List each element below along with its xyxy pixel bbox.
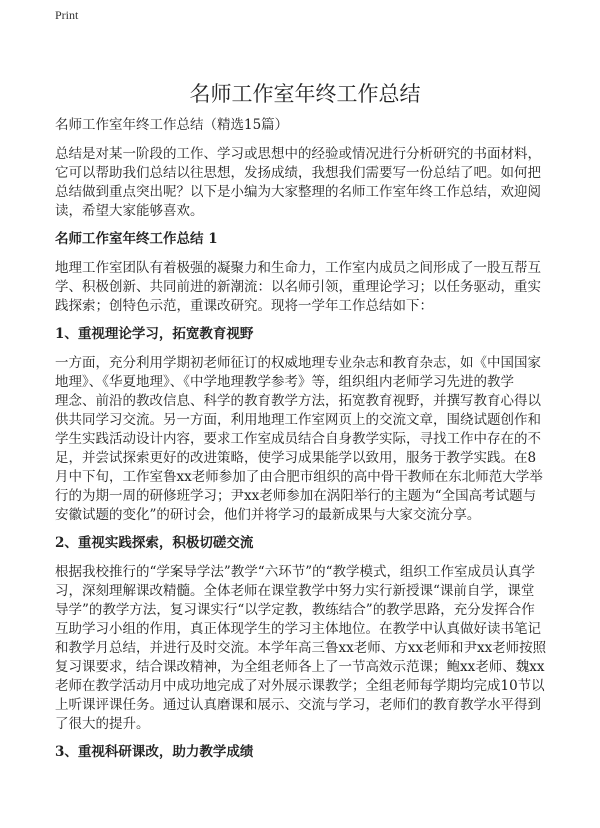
print-link[interactable]: Print [55, 8, 79, 22]
text-line: 互助学习小组的作用，真正体现学生的学习主体地位。在教学中认真做好读书笔记 [55, 621, 541, 637]
text-line: 老师在教学活动月中成功地完成了对外展示课教学；全组老师每学期均完成10节以 [55, 678, 545, 694]
text-line: 践探索；创特色示范，重课改研究。现将一学年工作总结如下： [55, 298, 433, 314]
subheading-3: 3、重视科研课改，助力教学成绩 [55, 744, 254, 760]
text-line: 地理》、《华夏地理》、《中学地理教学参考》等，组织组内老师学习先进的教学 [55, 374, 514, 390]
text-line: 一方面，充分利用学期初老师征订的权威地理专业杂志和教育杂志，如《中国国家 [55, 355, 541, 371]
text-line: 行的为期一周的研修班学习；尹xx老师参加在涡阳举行的主题为“全国高考试题与 [55, 488, 537, 504]
text-line: 足，并尝试探索更好的改进策略，使学习成果能学以致用，服务于教学实践。在8 [55, 450, 537, 466]
text-line: 根据我校推行的“学案导学法”教学“六环节”的“教学模式，组织工作室成员认真学 [55, 564, 536, 580]
page-title: 名师工作室年终工作总结 [189, 82, 421, 106]
subheading-2: 2、重视实践探索，积极切磋交流 [55, 535, 254, 551]
section-heading: 名师工作室年终工作总结 1 [55, 231, 218, 247]
text-line: 安徽试题的变化”的研讨会，他们并将学习的最新成果与大家交流分享。 [55, 507, 481, 523]
text-line: 供共同学习交流。另一方面，利用地理工作室网页上的交流文章，围绕试题创作和 [55, 412, 541, 428]
text-line: 地理工作室团队有着极强的凝聚力和生命力，工作室内成员之间形成了一股互帮互 [55, 260, 541, 276]
text-line: 学生实践活动设计内容，要求工作室成员结合自身教学实际，寻找工作中存在的不 [55, 431, 541, 447]
subheading-1: 1、重视理论学习，拓宽教育视野 [55, 326, 254, 342]
text-line: 理念、前沿的教改信息、科学的教育教学方法，拓宽教育视野，并撰写教育心得以 [55, 393, 541, 409]
text-line: 总结是对某一阶段的工作、学习或思想中的经验或情况进行分析研究的书面材料， [55, 146, 541, 162]
text-line: 月中下旬，工作室鲁xx老师参加了由合肥市组织的高中骨干教师在东北师范大学举 [55, 469, 543, 485]
text-line: 学、积极创新、共同前进的新潮流：以名师引领，重理论学习；以任务驱动，重实 [55, 279, 541, 295]
document-subtitle: 名师工作室年终工作总结（精选15篇） [55, 117, 289, 133]
section-intro-paragraph [55, 259, 555, 316]
text-line: 它可以帮助我们总结以往思想，发扬成绩，我想我们需要写一份总结了吧。如何把 [55, 165, 541, 181]
text-line: 复习课要求，结合课改精神，为全组老师各上了一节高效示范课；鲍xx老师、魏xx [55, 659, 545, 675]
text-line: 读，希望大家能够喜欢。 [55, 203, 204, 219]
paragraph-1 [55, 354, 555, 525]
text-line: 导学”的教学方法，复习课实行“以学定教，教练结合”的教学思路，充分发挥合作 [55, 602, 535, 618]
text-line: 总结做到重点突出呢？以下是小编为大家整理的名师工作室年终工作总结，欢迎阅 [55, 184, 541, 200]
text-line: 了很大的提升。 [55, 716, 150, 732]
paragraph-2 [55, 563, 555, 734]
document-page [55, 80, 555, 772]
text-line: 习，深刻理解课改精髓。全体老师在课堂教学中努力实行新授课“课前自学，课堂 [55, 583, 535, 599]
text-line: 和教学月总结，并进行及时交流。本学年高三鲁xx老师、方xx老师和尹xx老师按照 [55, 640, 547, 656]
intro-paragraph [55, 145, 555, 221]
text-line: 上听课评课任务。通过认真磨课和展示、交流与学习，老师们的教育教学水平得到 [55, 697, 541, 713]
